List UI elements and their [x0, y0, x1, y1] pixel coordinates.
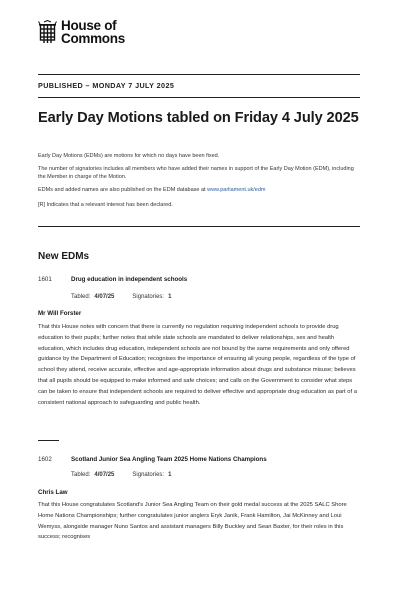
edm-database-link[interactable]: www.parliament.uk/edm — [207, 187, 266, 193]
logo-wordmark — [61, 20, 125, 45]
edm-meta — [71, 294, 189, 300]
signatories-count: 1 — [168, 472, 172, 478]
edm-title: Drug education in independent schools — [71, 276, 188, 283]
edm-text: That this House congratulates Scotland's Junior Sea Angling Team on their gold medal success at the 2025 SALC Shore Home Nations Championships; further congratulates junior anglers Eryk Janik, Frank Hamilton, Jai McKinney and Loui Wemyss, alongside manager Nuno Santos and assistant managers Billy Buckley and Sean Baxter, for their roles in this success; recognises — [38, 502, 347, 541]
edm-title: Scotland Junior Sea Angling Team 2025 Home Nations Champions — [71, 456, 267, 463]
intro-definition: Early Day Motions (EDMs) are motions for which no days have been fixed. — [38, 153, 220, 159]
intro-database — [38, 186, 360, 194]
house-of-commons-logo — [38, 20, 125, 46]
signatories-label: Signatories: — [132, 294, 165, 300]
intro-database-text: EDMs and added names are also published on the EDM database at — [38, 187, 206, 193]
intro-signatories: The number of signatories includes all members who have added their names in support of the Early Day Motion (EDM), including the Member in charge of the Motion. — [38, 166, 354, 180]
published-date: PUBLISHED – MONDAY 7 JULY 2025 — [38, 81, 175, 90]
edm-number: 1602 — [38, 456, 52, 463]
intro-relevant-interest: [R] Indicates that a relevant interest has been declared. — [38, 202, 173, 208]
signatories-label: Signatories: — [132, 472, 165, 478]
tabled-date: 4/07/25 — [94, 472, 115, 478]
tabled-label: Tabled: — [71, 294, 91, 300]
signatories-count: 1 — [168, 294, 172, 300]
tabled-date: 4/07/25 — [94, 294, 115, 300]
edm-heading — [38, 276, 187, 284]
portcullis-icon — [38, 20, 57, 46]
page-title: Early Day Motions tabled on Friday 4 July 2025 — [38, 110, 359, 126]
header-rule — [38, 74, 360, 75]
logo-line-2: Commons — [61, 30, 125, 46]
edm-heading — [38, 456, 267, 464]
edm-sponsor: Mr Will Forster — [38, 310, 82, 317]
edm-sponsor: Chris Law — [38, 489, 68, 496]
edm-meta — [71, 472, 189, 478]
tabled-label: Tabled: — [71, 472, 91, 478]
intro-rule — [38, 226, 360, 227]
edm-text: That this House notes with concern that there is currently no regulation requiring independent schools to provide drug education to their pupils; further notes that while state schools are mandated to deliver relationships, sex and health education, which includes drug education, independent schools are not bound by the same requirements and only offered guidance by the Department of Education; recognises the importance of ensuring all young people, regardless of the type of school they attend, receive accurate, effective and age-appropriate information about drugs and substance misuse; believes that all pupils should be equipped to make informed and safe choices; and calls on the Government to consider what steps can be taken to ensure that independent schools are required to deliver effective and appropriate drug education as part of a consistent national approach to safeguarding and public health. — [38, 324, 357, 406]
section-title-new-edms: New EDMs — [38, 251, 90, 262]
edm-separator — [38, 440, 59, 441]
edm-number: 1601 — [38, 276, 52, 283]
published-rule — [38, 97, 360, 98]
logo-line-1: House of — [61, 18, 117, 33]
